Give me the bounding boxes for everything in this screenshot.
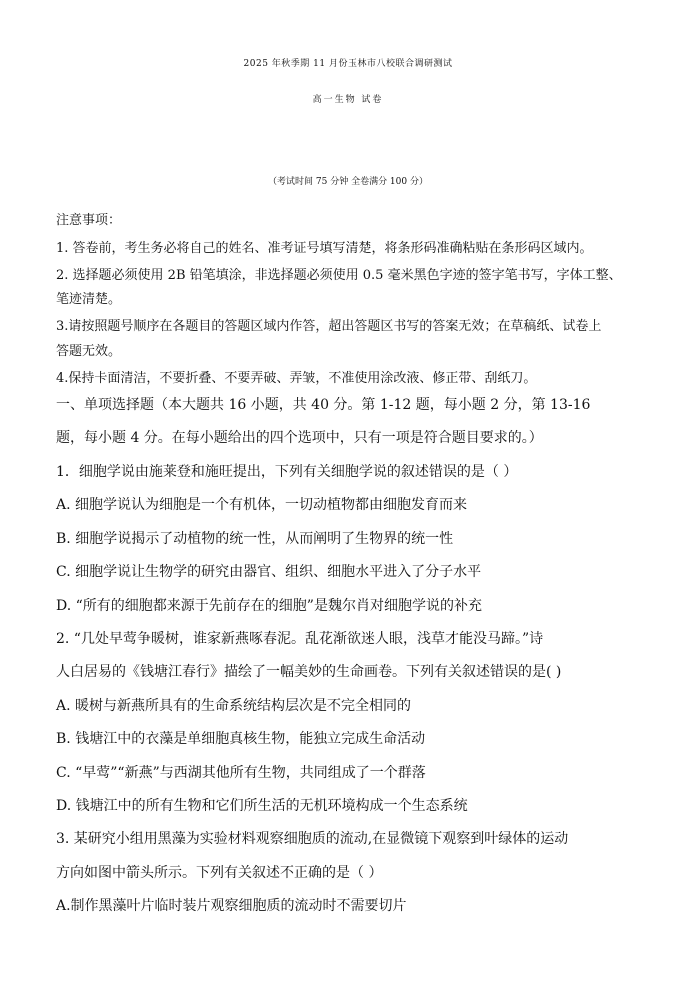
- option-b: B. 钱塘江中的衣藻是单细胞真核生物，能独立完成生命活动: [56, 731, 426, 747]
- option-d: D. “所有的细胞都来源于先前存在的细胞”是魏尔肖对细胞学说的补充: [56, 598, 482, 614]
- option-d: D. 钱塘江中的所有生物和它们所生活的无机环境构成一个生态系统: [56, 798, 468, 814]
- note-line: 1. 答卷前，考生务必将自己的姓名、准考证号填写清楚，将条形码准确粘贴在条形码区域内。: [56, 241, 593, 256]
- section-line: 一、单项选择题（本大题共 16 小题，共 40 分。第 1-12 题，每小题 2 分，第 13-16: [56, 397, 591, 413]
- note-line: 答题无效。: [56, 344, 122, 359]
- note-line: 2. 选择题必须使用 2B 铅笔填涂，非选择题必须使用 0.5 毫米黑色字迹的签字笔书写，字体工整、: [56, 268, 622, 283]
- option-c: C. “早莺”“新燕”与西湖其他所有生物，共同组成了一个群落: [56, 765, 426, 781]
- question-stem: 2. “几处早莺争暖树，谁家新燕啄春泥。乱花渐欲迷人眼，浅草才能没马蹄。”诗: [56, 631, 544, 647]
- exam-meta: （考试时间 75 分钟 全卷满分 100 分）: [268, 177, 428, 187]
- option-c: C. 细胞学说让生物学的研究由器官、组织、细胞水平进入了分子水平: [56, 564, 482, 580]
- subject-title: 高一生物 试卷: [312, 95, 384, 105]
- option-b: B. 细胞学说揭示了动植物的统一性，从而阐明了生物界的统一性: [56, 531, 454, 547]
- note-line: 3.请按照题号顺序在各题目的答题区域内作答，超出答题区书写的答案无效；在草稿纸、试卷上: [56, 319, 602, 334]
- notes-heading: 注意事项：: [56, 213, 122, 228]
- question-stem: 3. 某研究小组用黑藻为实验材料观察细胞质的流动,在显微镜下观察到叶绿体的运动: [56, 831, 569, 847]
- question-stem: 1．细胞学说由施莱登和施旺提出，下列有关细胞学说的叙述错误的是（ ）: [56, 464, 518, 480]
- question-stem: 人白居易的《钱塘江春行》描绘了一幅美妙的生命画卷。下列有关叙述错误的是( ): [56, 664, 562, 680]
- section-line: 题，每小题 4 分。在每小题给出的四个选项中，只有一项是符合题目要求的。）: [56, 430, 543, 446]
- exam-title: 2025 年秋季期 11 月份玉林市八校联合调研测试: [243, 59, 453, 69]
- question-stem: 方向如图中箭头所示。下列有关叙述不正确的是（ ）: [56, 865, 383, 881]
- note-line: 笔迹清楚。: [56, 292, 122, 307]
- option-a: A. 细胞学说认为细胞是一个有机体，一切动植物都由细胞发育而来: [56, 497, 468, 513]
- option-a: A. 暖树与新燕所具有的生命系统结构层次是不完全相同的: [56, 698, 412, 714]
- option-a: A.制作黑藻叶片临时装片观察细胞质的流动时不需要切片: [56, 898, 407, 914]
- note-line: 4.保持卡面清洁，不要折叠、不要弄破、弄皱，不准使用涂改液、修正带、刮纸刀。: [56, 371, 537, 386]
